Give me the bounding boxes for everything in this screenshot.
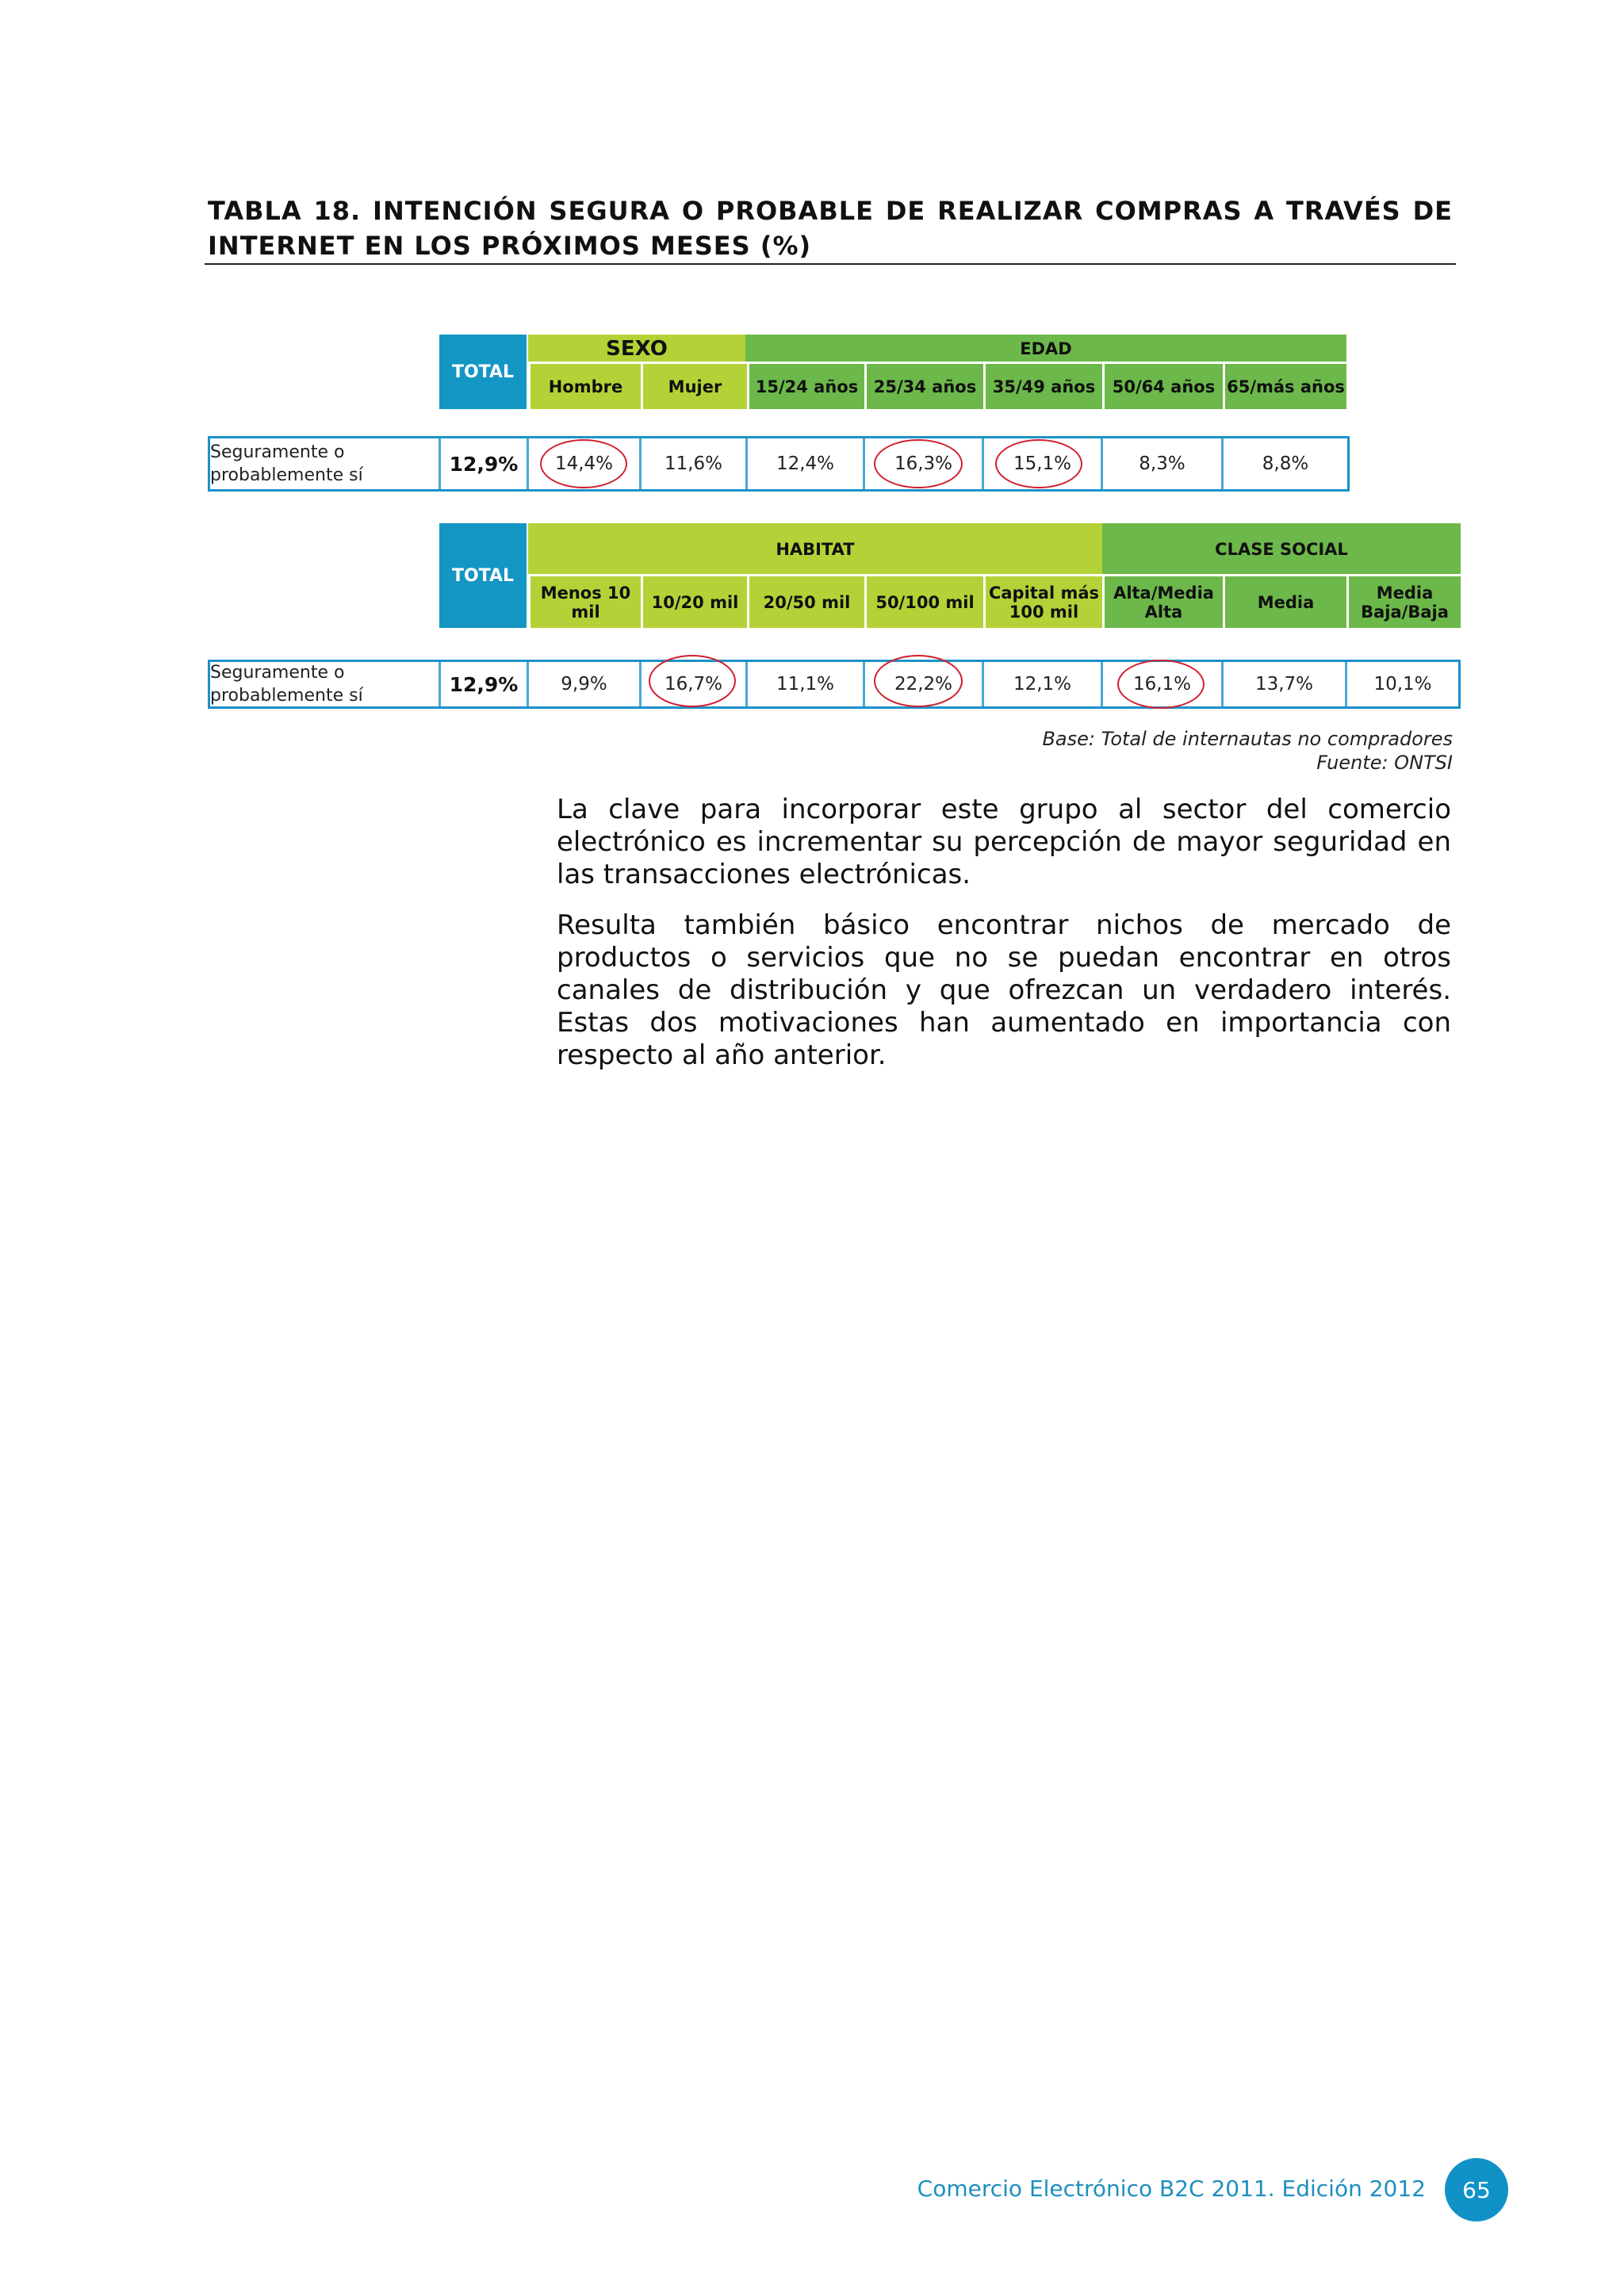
table1-group-sexo: SEXO bbox=[528, 335, 745, 362]
table1-col-hombre: Hombre bbox=[528, 362, 641, 409]
table1-row-label: Seguramente o probablemente sí bbox=[210, 442, 363, 485]
highlight-ring bbox=[1117, 660, 1205, 709]
table2-total-header: TOTAL bbox=[439, 523, 527, 628]
table2-group-habitat: HABITAT bbox=[528, 523, 1102, 576]
table1-value-65-mas: 8,8% bbox=[1262, 453, 1309, 474]
table2-row-label: Seguramente o probablemente sí bbox=[210, 663, 363, 706]
table2-col-capital: Capital más 100 mil bbox=[983, 574, 1102, 628]
table2-col-menos-10: Menos 10 mil bbox=[528, 574, 641, 628]
table2-col-10-20: 10/20 mil bbox=[641, 574, 747, 628]
table1-group-edad: EDAD bbox=[745, 335, 1346, 362]
table2-value-media-baja: 10,1% bbox=[1373, 674, 1432, 695]
highlight-ring bbox=[874, 439, 963, 488]
title-rule bbox=[205, 263, 1456, 265]
highlight-ring bbox=[540, 439, 627, 488]
table1-col-50-64: 50/64 años bbox=[1102, 362, 1223, 409]
page-number-badge: 65 bbox=[1445, 2158, 1508, 2221]
table1-value-35-49: 15,1% bbox=[1013, 453, 1072, 474]
table2-value-10-20: 16,7% bbox=[664, 674, 723, 695]
table1-value-25-34: 16,3% bbox=[894, 453, 953, 474]
table2-col-50-100: 50/100 mil bbox=[864, 574, 983, 628]
body-paragraph-1: La clave para incorporar este grupo al sector del comercio electrónico es incrementar su percepción de mayor seguridad en las transacciones electrónicas. bbox=[557, 794, 1451, 890]
table1-col-25-34: 25/34 años bbox=[864, 362, 983, 409]
table2-value-alta: 16,1% bbox=[1132, 674, 1192, 695]
table2-value-capital: 12,1% bbox=[1013, 674, 1072, 695]
highlight-ring bbox=[649, 655, 736, 707]
highlight-ring bbox=[874, 655, 963, 707]
table2-col-media: Media bbox=[1223, 574, 1346, 628]
base-note: Base: Total de internautas no compradores bbox=[1042, 728, 1453, 750]
table1-total-value: 12,9% bbox=[449, 452, 519, 476]
table2-value-menos-10: 9,9% bbox=[561, 674, 607, 695]
table2-col-media-baja: Media Baja/Baja bbox=[1346, 574, 1461, 628]
table1-col-mujer: Mujer bbox=[641, 362, 747, 409]
table2-total-value: 12,9% bbox=[449, 672, 519, 696]
table2-col-alta: Alta/Media Alta bbox=[1102, 574, 1223, 628]
highlight-ring bbox=[995, 439, 1082, 488]
table1-value-15-24: 12,4% bbox=[776, 453, 835, 474]
table1-data-row bbox=[208, 436, 1350, 492]
table1-col-65-mas: 65/más años bbox=[1223, 362, 1346, 409]
table1-value-mujer: 11,6% bbox=[664, 453, 723, 474]
table1-col-15-24: 15/24 años bbox=[747, 362, 864, 409]
table1-value-hombre: 14,4% bbox=[554, 453, 614, 474]
table2-data-row bbox=[208, 660, 1461, 709]
table2-value-50-100: 22,2% bbox=[894, 674, 953, 695]
table-title: TABLA 18. INTENCIÓN SEGURA O PROBABLE DE REALIZAR COMPRAS A TRAVÉS DE INTERNET EN LOS PRÓXIMOS MESES (%) bbox=[208, 196, 1453, 261]
footer-title: Comercio Electrónico B2C 2011. Edición 2012 bbox=[917, 2175, 1426, 2202]
table1-total-header: TOTAL bbox=[439, 335, 527, 409]
table1-col-35-49: 35/49 años bbox=[983, 362, 1102, 409]
table1-value-50-64: 8,3% bbox=[1139, 453, 1185, 474]
table2-value-media: 13,7% bbox=[1254, 674, 1314, 695]
source-note: Fuente: ONTSI bbox=[1316, 752, 1453, 774]
table2-col-20-50: 20/50 mil bbox=[747, 574, 864, 628]
table2-value-20-50: 11,1% bbox=[776, 674, 835, 695]
body-paragraph-2: Resulta también básico encontrar nichos de mercado de productos o servicios que no se puedan encontrar en otros canales de distribución y que ofrezcan un verdadero interés. Estas dos motivaciones han aumentado en importancia con respecto al año anterior. bbox=[557, 909, 1451, 1071]
table2-group-clase-social: CLASE SOCIAL bbox=[1102, 523, 1461, 576]
